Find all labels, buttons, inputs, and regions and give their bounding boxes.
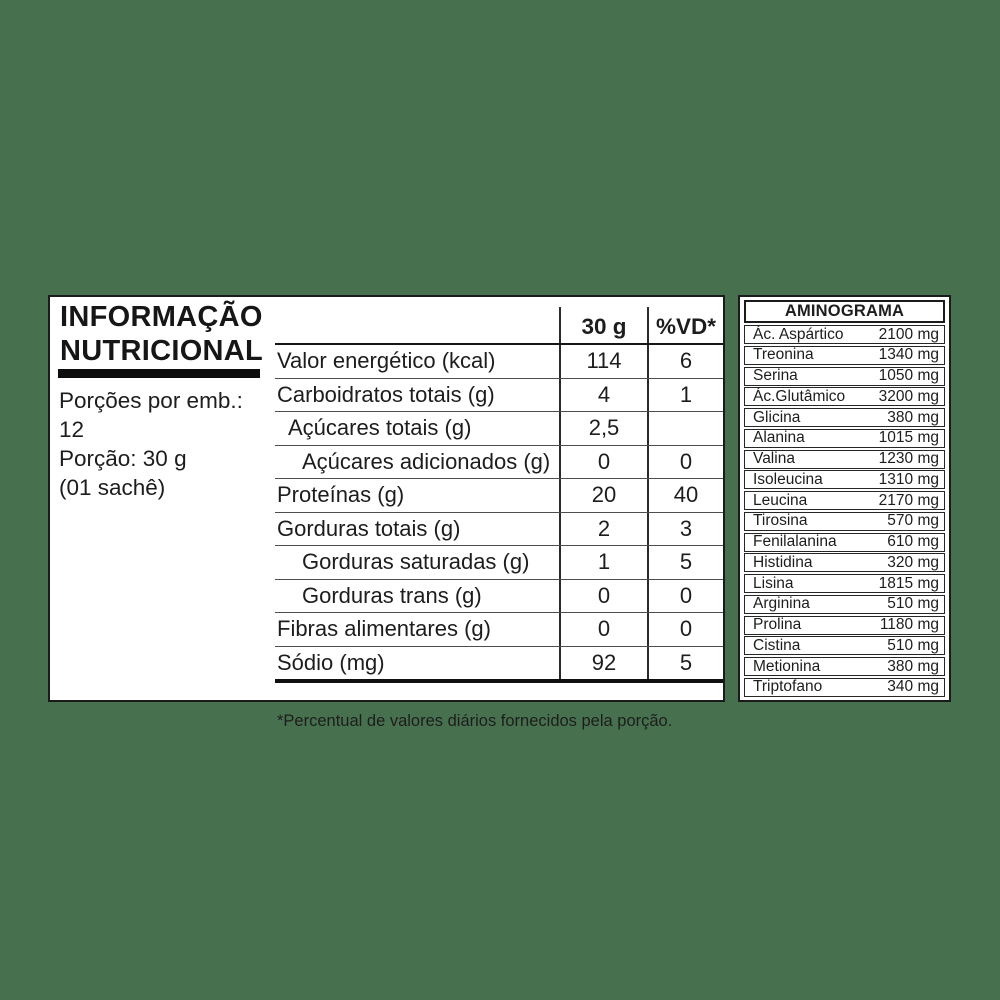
- aminogram-panel: [738, 295, 951, 702]
- nutrient-label: Proteínas (g): [277, 482, 405, 508]
- nutrition-rows: [275, 345, 723, 683]
- aminogram-row: [744, 595, 945, 614]
- aminogram-row: [744, 657, 945, 676]
- amino-acid-amount: 380 mg: [887, 657, 939, 675]
- nutrient-label: Açúcares totais (g): [288, 415, 472, 441]
- serving-unit: (01 sachê): [59, 475, 166, 500]
- nutrition-row: [275, 613, 723, 647]
- aminogram-row: [744, 491, 945, 510]
- amino-acid-name: Treonina: [753, 346, 814, 364]
- header-per-serving-column: 30 g: [559, 307, 647, 343]
- nutrition-facts-panel: [48, 295, 725, 730]
- serving-size: Porção: 30 g: [59, 446, 187, 471]
- aminogram-row: [744, 636, 945, 655]
- nutrient-daily-value: 0: [647, 580, 723, 613]
- nutrient-label: Fibras alimentares (g): [277, 616, 491, 642]
- nutrition-table: [275, 307, 723, 683]
- aminogram-row: [744, 325, 945, 344]
- amino-acid-amount: 2170 mg: [878, 491, 939, 509]
- aminogram-row: [744, 470, 945, 489]
- amino-acid-name: Triptofano: [753, 678, 823, 696]
- amino-acid-amount: 2100 mg: [878, 325, 939, 343]
- nutrient-daily-value: 40: [647, 479, 723, 512]
- amino-acid-name: Tirosina: [753, 512, 808, 530]
- amino-acid-amount: 340 mg: [887, 678, 939, 696]
- aminogram-row: [744, 450, 945, 469]
- aminogram-row: [744, 533, 945, 552]
- amino-acid-amount: 1340 mg: [878, 346, 939, 364]
- nutrient-per-serving-value: 2: [559, 513, 647, 546]
- amino-acid-amount: 510 mg: [887, 595, 939, 613]
- amino-acid-name: Leucina: [753, 491, 808, 509]
- nutrition-row: [275, 479, 723, 513]
- amino-acid-name: Histidina: [753, 553, 813, 571]
- amino-acid-amount: 380 mg: [887, 408, 939, 426]
- nutrient-label: Valor energético (kcal): [277, 348, 496, 374]
- amino-acid-name: Ác.Glutâmico: [753, 387, 846, 405]
- aminogram-row: [744, 429, 945, 448]
- nutrient-per-serving-value: 4: [559, 379, 647, 412]
- servings-per-package-value: 12: [59, 417, 85, 442]
- amino-acid-amount: 1180 mg: [879, 616, 939, 633]
- nutrient-daily-value: 3: [647, 513, 723, 546]
- nutrient-daily-value: 0: [647, 446, 723, 479]
- aminogram-row: [744, 553, 945, 572]
- nutrition-row: [275, 580, 723, 614]
- aminogram-row: [744, 574, 945, 593]
- amino-acid-name: Arginina: [753, 595, 810, 613]
- amino-acid-amount: 610 mg: [887, 533, 939, 550]
- amino-acid-name: Glicina: [753, 408, 801, 426]
- title-underline-bar: [58, 369, 260, 378]
- aminogram-rows: [744, 324, 945, 697]
- nutrient-daily-value: 5: [647, 546, 723, 579]
- nutrient-per-serving-value: 0: [559, 613, 647, 646]
- nutrient-daily-value: [647, 412, 723, 445]
- amino-acid-amount: 1230 mg: [878, 450, 939, 467]
- nutrient-daily-value: 5: [647, 647, 723, 680]
- header-nutrient-column: [275, 307, 559, 343]
- amino-acid-name: Serina: [753, 367, 798, 384]
- servings-per-package-label: Porções por emb.:: [59, 388, 243, 413]
- nutrient-label: Sódio (mg): [277, 649, 385, 675]
- amino-acid-name: Prolina: [753, 616, 802, 633]
- amino-acid-name: Isoleucina: [753, 470, 823, 488]
- nutrient-per-serving-value: 20: [559, 479, 647, 512]
- amino-acid-amount: 320 mg: [887, 553, 939, 571]
- serving-info: [59, 386, 243, 502]
- nutrient-label: Carboidratos totais (g): [277, 381, 495, 407]
- nutrient-label: Gorduras trans (g): [302, 582, 482, 608]
- nutrient-label: Gorduras totais (g): [277, 515, 461, 541]
- nutrient-per-serving-value: 92: [559, 647, 647, 680]
- panel-title: [60, 300, 263, 368]
- nutrient-per-serving-value: 0: [559, 446, 647, 479]
- amino-acid-name: Lisina: [753, 574, 794, 592]
- amino-acid-name: Valina: [753, 450, 795, 467]
- amino-acid-amount: 570 mg: [887, 512, 939, 530]
- nutrient-daily-value: 6: [647, 345, 723, 378]
- amino-acid-name: Fenilalanina: [753, 533, 837, 550]
- amino-acid-amount: 3200 mg: [878, 387, 939, 405]
- amino-acid-name: Cistina: [753, 636, 801, 654]
- panel-title-line2: NUTRICIONAL: [60, 335, 264, 367]
- nutrition-row: [275, 412, 723, 446]
- nutrient-daily-value: 1: [647, 379, 723, 412]
- amino-acid-name: Alanina: [753, 429, 805, 447]
- aminogram-row: [744, 678, 945, 697]
- panel-title-line1: INFORMAÇÃO: [60, 301, 263, 333]
- nutrition-table-header: [275, 307, 723, 345]
- nutrient-per-serving-value: 1: [559, 546, 647, 579]
- amino-acid-amount: 1815 mg: [878, 574, 939, 592]
- nutrient-label: Açúcares adicionados (g): [302, 448, 551, 474]
- nutrition-row: [275, 446, 723, 480]
- daily-value-footnote: *Percentual de valores diários fornecidos pela porção.: [277, 712, 673, 730]
- nutrient-per-serving-value: 114: [559, 345, 647, 378]
- nutrition-row: [275, 647, 723, 684]
- nutrient-per-serving-value: 2,5: [559, 412, 647, 445]
- aminogram-row: [744, 616, 945, 635]
- nutrition-row: [275, 345, 723, 379]
- aminogram-title: AMINOGRAMA: [744, 300, 945, 323]
- amino-acid-amount: 1310 mg: [878, 470, 939, 488]
- aminogram-row: [744, 512, 945, 531]
- amino-acid-name: Ác. Aspártico: [753, 325, 844, 343]
- amino-acid-amount: 1015 mg: [878, 429, 939, 447]
- aminogram-row: [744, 367, 945, 386]
- nutrition-row: [275, 546, 723, 580]
- nutrient-daily-value: 0: [647, 613, 723, 646]
- nutrient-per-serving-value: 0: [559, 580, 647, 613]
- amino-acid-amount: 510 mg: [887, 636, 939, 654]
- nutrition-row: [275, 513, 723, 547]
- amino-acid-amount: 1050 mg: [878, 367, 939, 384]
- amino-acid-name: Metionina: [753, 657, 821, 675]
- header-daily-value-column: %VD*: [647, 307, 723, 343]
- nutrition-row: [275, 379, 723, 413]
- aminogram-row: [744, 408, 945, 427]
- nutrient-label: Gorduras saturadas (g): [302, 549, 530, 575]
- aminogram-row: [744, 387, 945, 406]
- aminogram-row: [744, 346, 945, 365]
